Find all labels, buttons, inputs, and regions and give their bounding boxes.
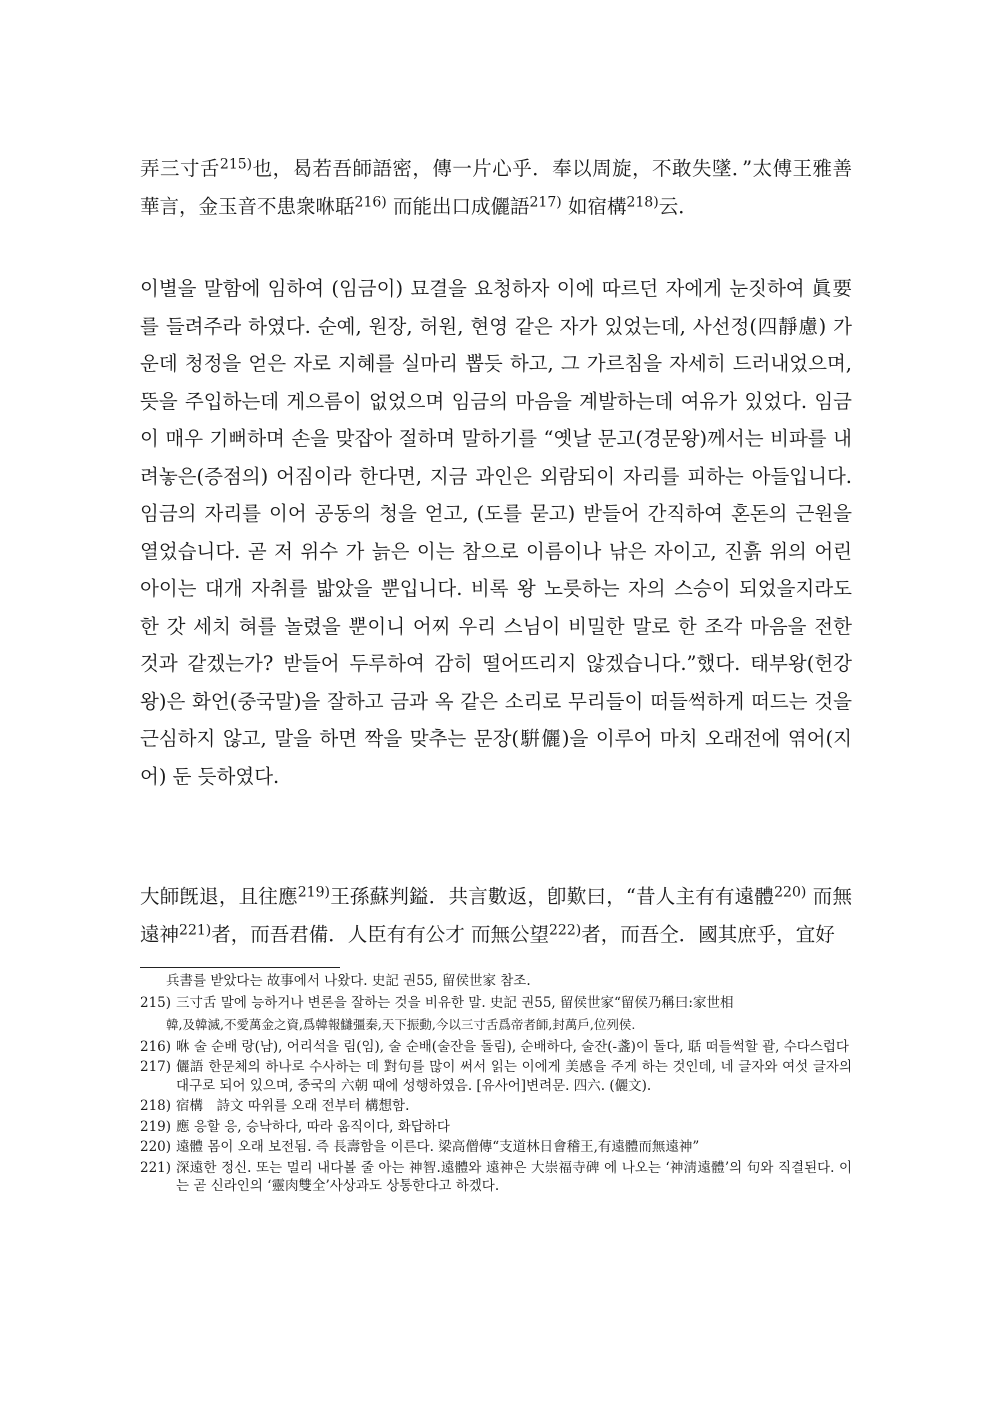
footnote-text: 咻 술 순배 랑(남), 어리석을 림(임), 술 순배(술잔을 돌림), 순배하다, 술잔(-盞)이 돌다, 聒 떠들썩할 괄, 수다스럽다 bbox=[176, 1038, 849, 1055]
footnote-number: 218) bbox=[140, 1098, 172, 1114]
footnote-text: 儷語 한문체의 하나로 수사하는 데 對句를 많이 써서 읽는 이에게 美感을 주게 하는 것인데, 네 글자와 여섯 글자의 대구로 되어 있으며, 중국의 六朝 때에 성행하였음. [유사어]변려문. 四六. (儷文). bbox=[176, 1059, 852, 1094]
footnote-ref-217[interactable]: 217) bbox=[529, 194, 562, 211]
footnote-ref-221[interactable]: 221) bbox=[179, 922, 212, 939]
footnote-text: 遠體 몸이 오래 보전됨. 즉 長壽함을 이른다. 梁高僧傳“支道林日會稽王,有遠體而無遠神” bbox=[176, 1139, 700, 1155]
footnote-ref-215[interactable]: 215) bbox=[219, 156, 253, 173]
body-paragraph-classical-1: 弄三寸舌$^{215)}$也，曷若吾師語密，傳一片心乎．奉以周旋，不敢失墜．”太傅王雅善華言，金玉音不患衆咻聒$^{216)}$ 而能出口成儷語$^{217)}$ 如宿構$^{218)}$云． bbox=[140, 156, 852, 218]
footnote-continuation: 兵書를 받았다는 故事에서 나왔다. 史記 권55, 留侯世家 참조. bbox=[166, 973, 531, 989]
footnote-216 bbox=[140, 1038, 852, 1057]
footnote-ref-220[interactable]: 220) bbox=[774, 884, 807, 901]
footnote-215 bbox=[140, 994, 852, 1013]
footnote-text: 宿構 詩文 따위를 오래 전부터 構想함. bbox=[176, 1098, 410, 1114]
footnote-divider bbox=[140, 967, 340, 968]
footnote-215-continuation: 韓,及韓滅,不愛萬金之資,爲韓報讎彊秦,天下振動,今以三寸舌爲帝者師,封萬戶,位列侯. bbox=[166, 1017, 636, 1032]
footnote-219 bbox=[140, 1118, 852, 1137]
footnote-number: 219) bbox=[140, 1118, 172, 1135]
footnote-220 bbox=[140, 1138, 852, 1157]
footnote-217 bbox=[140, 1058, 852, 1095]
footnote-ref-216[interactable]: 216) bbox=[354, 194, 387, 211]
footnote-ref-218[interactable]: 218) bbox=[626, 194, 659, 211]
footnote-218 bbox=[140, 1097, 852, 1116]
footnote-number: 221) bbox=[140, 1159, 172, 1176]
footnote-number: 215) bbox=[140, 994, 172, 1011]
footnote-221 bbox=[140, 1159, 852, 1196]
footnote-text: 深遠한 정신. 또는 멀리 내다볼 줄 아는 神智.遠體와 遠神은 大崇福寺碑 에 나오는 ‘神淸遠體’의 句와 직결된다. 이는 곧 신라인의 ‘靈肉雙全’사상과도 상통한다고 하겠다. bbox=[176, 1159, 852, 1194]
footnote-ref-222[interactable]: 222) bbox=[548, 922, 582, 939]
footnote-text: 應 응할 응, 승낙하다, 따라 움직이다, 화답하다 bbox=[176, 1118, 450, 1135]
footnote-number: 220) bbox=[140, 1139, 172, 1155]
footnote-number: 216) bbox=[140, 1038, 172, 1055]
footnote-number: 217) bbox=[140, 1059, 172, 1075]
footnote-ref-219[interactable]: 219) bbox=[297, 884, 330, 901]
body-paragraph-korean-translation: 이별을 말함에 임하여 (임금이) 묘결을 요청하자 이에 따르던 자에게 눈짓하여 眞要를 들려주라 하였다. 순예, 원장, 허원, 현영 같은 자가 있었는데, 사선정(四靜慮) 가운데 청정을 얻은 자로 지혜를 실마리 뽑듯 하고, 그 가르침을 자세히 드러내었으며, 뜻을 주입하는데 게으름이 없었으며 임금의 마음을 계발하는데 여유가 있었다. 임금이 매우 기뻐하며 손을 맞잡아 절하며 말하기를 “옛날 문고(경문왕)께서는 비파를 내려놓은(증점의) 어짐이라 한다면, 지금 과인은 외람되이 자리를 피하는 아들입니다. 임금의 자리를 이어 공동의 청을 얻고, (도를 묻고) 받들어 간직하여 혼돈의 근원을 열었습니다. 곧 저 위수 가 늙은 이는 참으로 이름이나 낚은 자이고, 진흙 위의 어린 아이는 대개 자취를 밟았을 뿐입니다. 비록 왕 노릇하는 자의 스승이 되었을지라도 한 갓 세치 혀를 놀렸을 뿐이니 어찌 우리 스님이 비밀한 말로 한 조각 마음을 전한 것과 같겠는가? 받들어 두루하여 감히 떨어뜨리지 않겠습니다.”했다. 태부왕(헌강왕)은 화언(중국말)을 잘하고 금과 옥 같은 소리로 무리들이 떠들썩하게 떠드는 것을 근심하지 않고, 말을 하면 짝을 맞추는 문장(騈儷)을 이루어 마치 오래전에 엮어(지어) 둔 듯하였다. bbox=[140, 277, 852, 788]
footnote-text: 三寸舌 말에 능하거나 변론을 잘하는 것을 비유한 말. 史記 권55, 留侯世家“留侯乃稱曰:家世相 bbox=[176, 994, 734, 1011]
body-paragraph-classical-2: 大師旣退，且往應$^{219)}$王孫蘇判鎰．共言數返，卽歎曰，“昔人主有有遠體$^{220)}$ 而無遠神$^{221)}$者，而吾君備．人臣有有公才 而無公望$^{222)}$者，而吾仝．國其庶乎，宜好 bbox=[140, 884, 852, 946]
footnotes-section bbox=[140, 972, 852, 1198]
